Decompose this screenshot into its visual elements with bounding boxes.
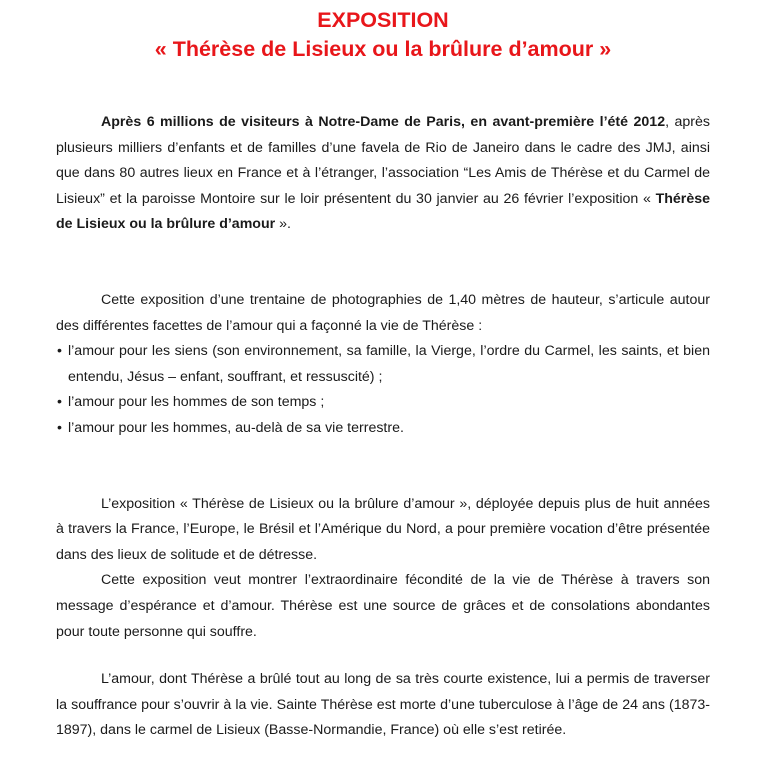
list-item-text: l’amour pour les siens (son environnement, sa famille, la Vierge, l’ordre du Carmel, les saints, et bien entendu, Jésus – enfant, souffrant, et ressuscité) ; <box>68 343 710 385</box>
list-item-text: l’amour pour les hommes, au-delà de sa vie terrestre. <box>68 419 404 436</box>
intro-lead-rest: , après plusieurs milliers d’enfants et de familles d’une favela de Rio de Janeiro dans le cadre des JMJ, ainsi que dans 80 autres lieux en France et à l’étranger, l’association “Les Amis de Thérèse et du Carmel de Lisieux” et la paroisse Montoire sur le loir présentent du 30 janvier au 26 février l’exposition « <box>56 114 711 207</box>
intro-closing: ». <box>275 216 291 233</box>
list-item <box>56 339 710 390</box>
bullet-icon: • <box>57 419 62 436</box>
intro-lead-bold: Après 6 millions de visiteurs à Notre-Dame de Paris, en avant-première l’été 2012 <box>101 114 666 130</box>
intro-paragraph <box>56 110 710 238</box>
fecundity-paragraph: Cette exposition veut montrer l’extraordinaire fécondité de la vie de Thérèse à travers son message d’espérance et d’amour. Thérèse est une source de grâces et de consolations abondantes pour toute personne qui souffre. <box>56 572 710 640</box>
list-item-text: l’amour pour les hommes de son temps ; <box>68 394 325 411</box>
closing-paragraph: L’amour, dont Thérèse a brûlé tout au long de sa très courte existence, lui a permis de traverser la souffrance pour s’ouvrir à la vie. Sainte Thérèse est morte d’une tuberculose à l’âge de 24 ans (1873-1897), dans le carmel de Lisieux (Basse-Normandie, France) où elle s’est retirée. <box>56 671 710 739</box>
list-item <box>56 416 710 442</box>
page-title: EXPOSITION <box>317 8 449 32</box>
exhibition-subtitle: « Thérèse de Lisieux ou la brûlure d’amour » <box>154 37 612 61</box>
vocation-paragraph: L’exposition « Thérèse de Lisieux ou la brûlure d’amour », déployée depuis plus de huit années à travers la France, l’Europe, le Brésil et l’Amérique du Nord, a pour première vocation d’être présentée dans des lieux de solitude et de détresse. <box>56 495 710 563</box>
document-page <box>56 6 710 744</box>
list-item <box>56 390 710 416</box>
intro-exhibition-name: Thérèse de Lisieux ou la brûlure d’amour <box>56 190 710 233</box>
facets-list <box>56 339 710 441</box>
facets-intro-paragraph: Cette exposition d’une trentaine de photographies de 1,40 mètres de hauteur, s’articule autour des différentes facettes de l’amour qui a façonné la vie de Thérèse : <box>56 291 710 334</box>
bullet-icon: • <box>57 343 62 360</box>
bullet-icon: • <box>57 394 62 411</box>
